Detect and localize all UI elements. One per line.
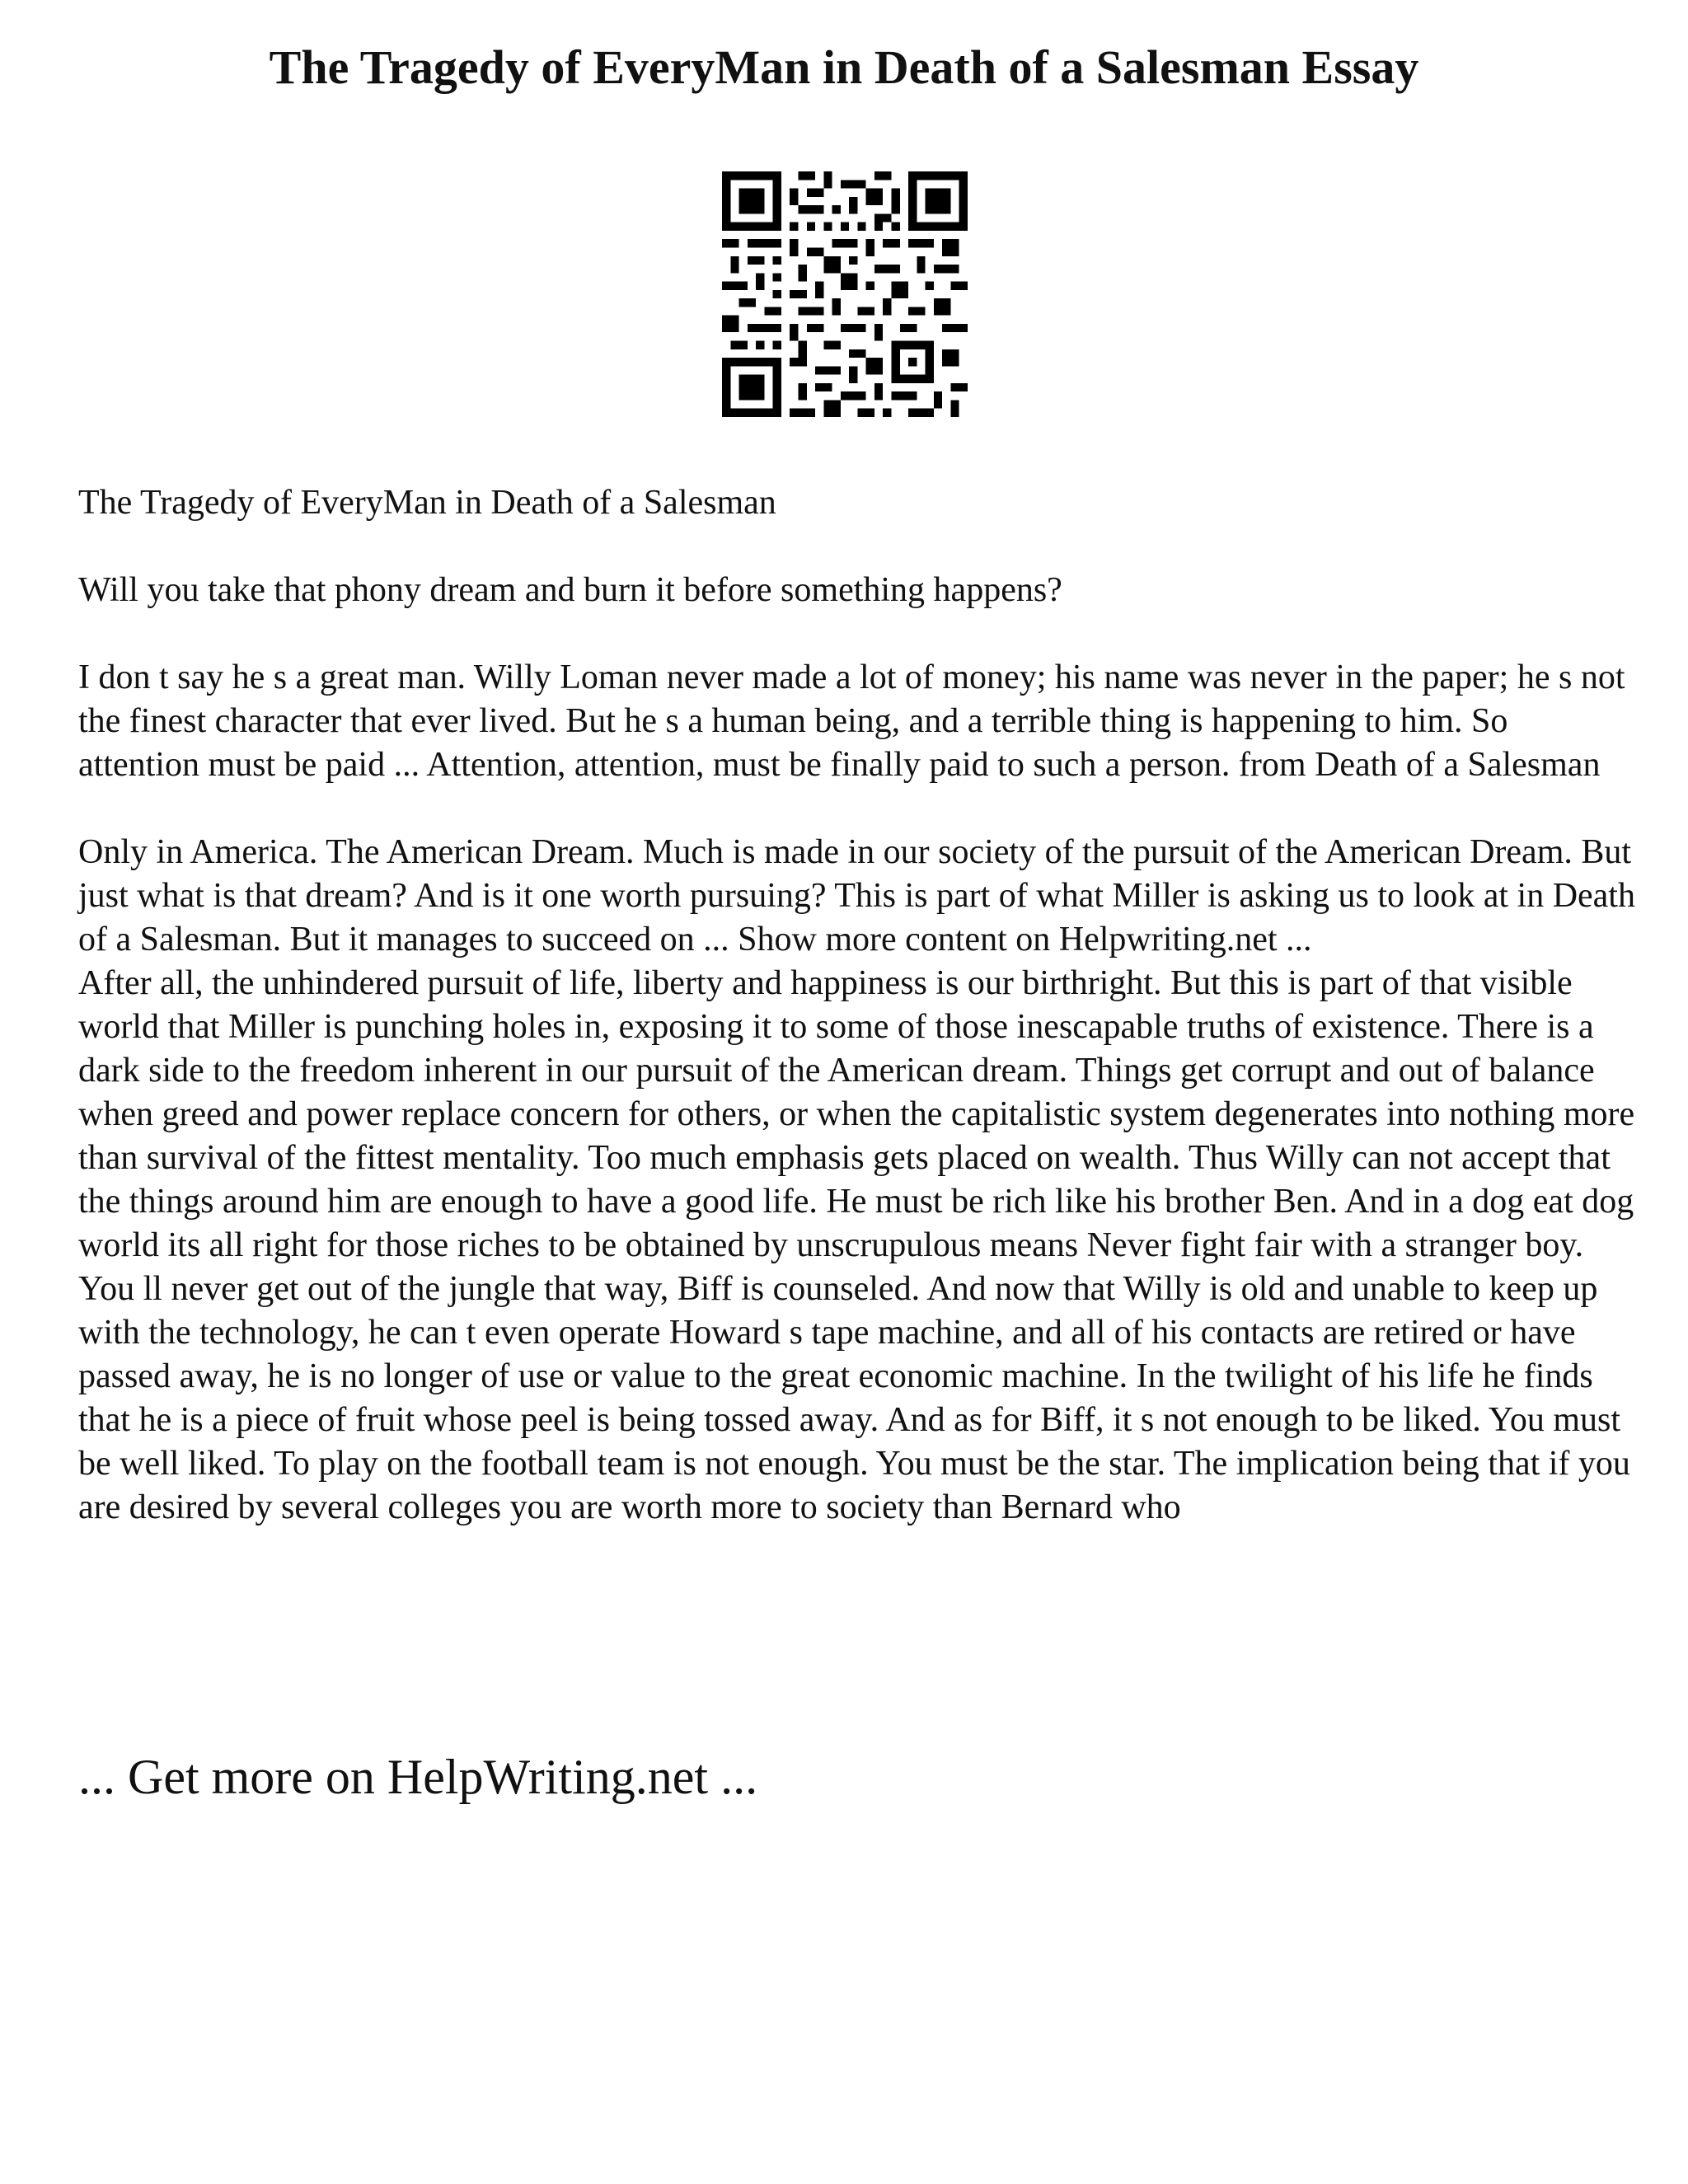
- qr-code-icon: [722, 171, 968, 417]
- get-more-link[interactable]: ... Get more on HelpWriting.net ...: [78, 1750, 758, 1804]
- essay-body: [78, 481, 1636, 1530]
- essay-heading: The Tragedy of EveryMan in Death of a Salesman: [78, 484, 776, 522]
- essay-paragraph: After all, the unhindered pursuit of life, liberty and happiness is our birthright. But this is part of that visible world that Miller is punching holes in, exposing it to some of those inescapable truths of existence. There is a dark side to the freedom inherent in our pursuit of the American dream. Things get corrupt and out of balance when greed and power replace concern for others, or when the capitalistic system degenerates into nothing more than survival of the fittest mentality. Too much emphasis gets placed on wealth. Thus Willy can not accept that the things around him are enough to have a good life. He must be rich like his brother Ben. And in a dog eat dog world its all right for those riches to be obtained by unscrupulous means Never fight fair with a stranger boy. You ll never get out of the jungle that way, Biff is counseled. And now that Willy is old and unable to keep up with the technology, he can t even operate Howard s tape machine, and all of his contacts are retired or have passed away, he is no longer of use or value to the great economic machine. In the twilight of his life he finds that he is a piece of fruit whose peel is being tossed away. And as for Biff, it s not enough to be liked. You must be well liked. To play on the football team is not enough. You must be the star. The implication being that if you are desired by several colleges you are worth more to society than Bernard who: [78, 964, 1635, 1526]
- essay-paragraph: I don t say he s a great man. Willy Loman never made a lot of money; his name was never in the paper; he s not the finest character that ever lived. But he s a human being, and a terrible thing is happening to him. So attention must be paid ... Attention, attention, must be finally paid to such a person. from Death of a Salesman: [78, 658, 1625, 784]
- essay-paragraph: Only in America. The American Dream. Much is made in our society of the pursuit of the American Dream. But just what is that dream? And is it one worth pursuing? This is part of what Miller is asking us to look at in Death of a Salesman. But it manages to succeed on ... Show more content on Helpwriting.net ...: [78, 833, 1635, 958]
- essay-quote: Will you take that phony dream and burn it before something happens?: [78, 571, 1062, 609]
- document-title: The Tragedy of EveryMan in Death of a Salesman Essay: [269, 40, 1419, 94]
